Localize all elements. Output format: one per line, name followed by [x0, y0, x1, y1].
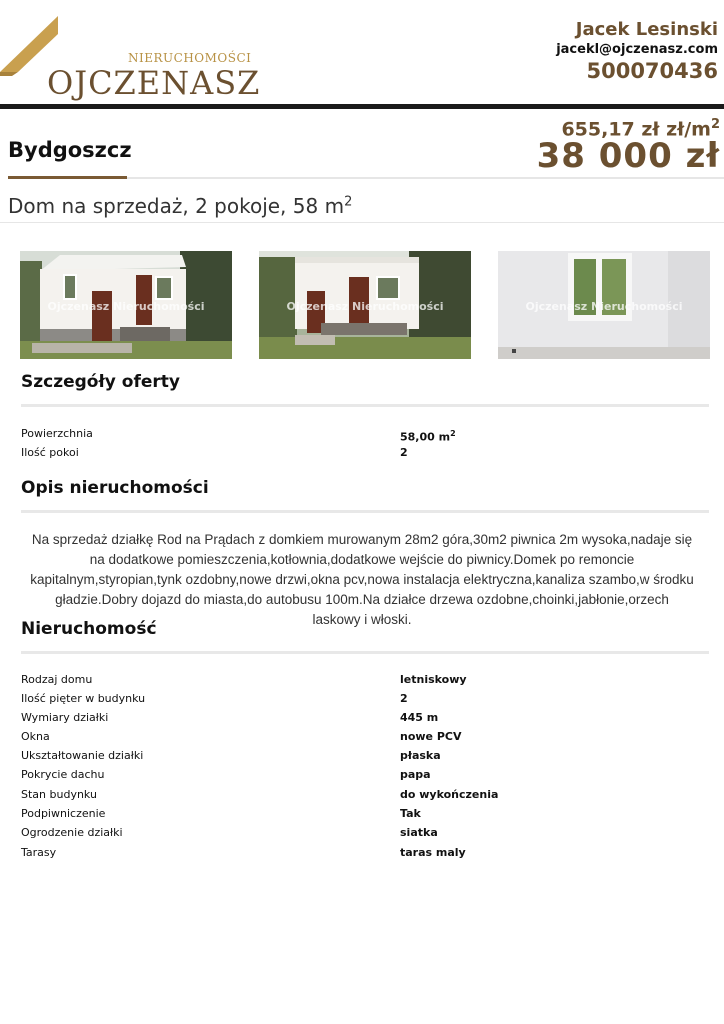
property-row: [21, 845, 709, 860]
listing-price: 38 000 zł: [536, 136, 720, 176]
price-per-m2-text: 655,17 zł zł/m: [561, 118, 711, 141]
property-row: [21, 729, 709, 744]
detail-row: [21, 426, 709, 444]
property-divider: [21, 651, 709, 654]
property-row: [21, 825, 709, 840]
photo-watermark: Ojczenasz Nieruchomości: [286, 300, 444, 313]
description-title: Opis nieruchomości: [21, 478, 209, 498]
property-row: [21, 748, 709, 763]
property-label: Tarasy: [21, 846, 57, 859]
company-logo: [0, 12, 261, 102]
property-value: siatka: [400, 826, 438, 839]
property-label: Ukształtowanie działki: [21, 749, 144, 762]
agent-email[interactable]: jacekl@ojczenasz.com: [556, 42, 718, 57]
listing-photo-2[interactable]: [259, 251, 471, 359]
property-label: Rodzaj domu: [21, 673, 93, 686]
subtitle-sup: 2: [344, 194, 353, 210]
property-label: Wymiary działki: [21, 711, 109, 724]
agent-contact: [556, 19, 718, 84]
logo-subtitle: NIERUCHOMOŚCI: [128, 51, 252, 65]
listing-photo-3[interactable]: [498, 251, 710, 359]
subtitle-divider: [0, 222, 724, 223]
agent-phone[interactable]: 500070436: [586, 59, 718, 83]
property-title: Nieruchomość: [21, 619, 157, 639]
property-value: papa: [400, 768, 431, 781]
listing-subtitle: [8, 194, 352, 218]
property-value: płaska: [400, 749, 441, 762]
property-value: 445 m: [400, 711, 439, 724]
detail-value-sup: 2: [450, 429, 456, 438]
property-label: Pokrycie dachu: [21, 768, 105, 781]
property-value: Tak: [400, 807, 421, 820]
subtitle-text: Dom na sprzedaż, 2 pokoje, 58 m: [8, 194, 345, 218]
property-row: [21, 710, 709, 725]
photo-watermark: Ojczenasz Nieruchomości: [525, 300, 683, 313]
property-row: [21, 672, 709, 687]
details-title: Szczegóły oferty: [21, 372, 180, 392]
detail-label: Ilość pokoi: [21, 446, 79, 459]
property-label: Stan budynku: [21, 788, 97, 801]
price-per-m2-sup: 2: [710, 117, 720, 132]
listing-photo-1[interactable]: [20, 251, 232, 359]
detail-row: [21, 445, 709, 460]
city-underline: [8, 176, 127, 179]
detail-label: Powierzchnia: [21, 427, 93, 440]
property-label: Okna: [21, 730, 50, 743]
description-divider: [21, 510, 709, 513]
detail-value: [400, 426, 456, 445]
property-label: Ilość pięter w budynku: [21, 692, 146, 705]
listing-city: Bydgoszcz: [8, 138, 132, 162]
logo-title: OJCZENASZ: [47, 64, 261, 102]
property-value: nowe PCV: [400, 730, 462, 743]
property-label: Podpiwniczenie: [21, 807, 106, 820]
description-text: Na sprzedaż działkę Rod na Prądach z domkiem murowanym 28m2 góra,30m2 piwnica 2m wysoka,nadaje się na dodatkowe pomieszczenia,kotłownia,dodatkowe wejście do piwnicy.Domek po remoncie kapitalnym,styropian,tynk ozdobny,nowe drzwi,okna pcv,nowa instalacja elektryczna,kanaliza szambo,w środku gładzie.Dobry dojazd do miasta,do autobusu 100m.Na działce drzewa ozdobne,choinki,jabłonie,orzech laskowy i włoski.: [30, 532, 694, 627]
property-label: Ogrodzenie działki: [21, 826, 123, 839]
header-divider: [0, 104, 724, 109]
details-divider: [21, 404, 709, 407]
property-value: taras maly: [400, 846, 466, 859]
property-value: do wykończenia: [400, 788, 499, 801]
city-divider: [127, 177, 724, 179]
detail-value-text: 58,00 m: [400, 430, 451, 444]
property-row: [21, 767, 709, 782]
photo-watermark: Ojczenasz Nieruchomości: [47, 300, 205, 313]
agent-name: Jacek Lesinski: [575, 19, 718, 40]
property-value: letniskowy: [400, 673, 467, 686]
detail-value: 2: [400, 446, 408, 459]
property-row: [21, 691, 709, 706]
property-value: 2: [400, 692, 408, 705]
property-row: [21, 787, 709, 802]
property-row: [21, 806, 709, 821]
